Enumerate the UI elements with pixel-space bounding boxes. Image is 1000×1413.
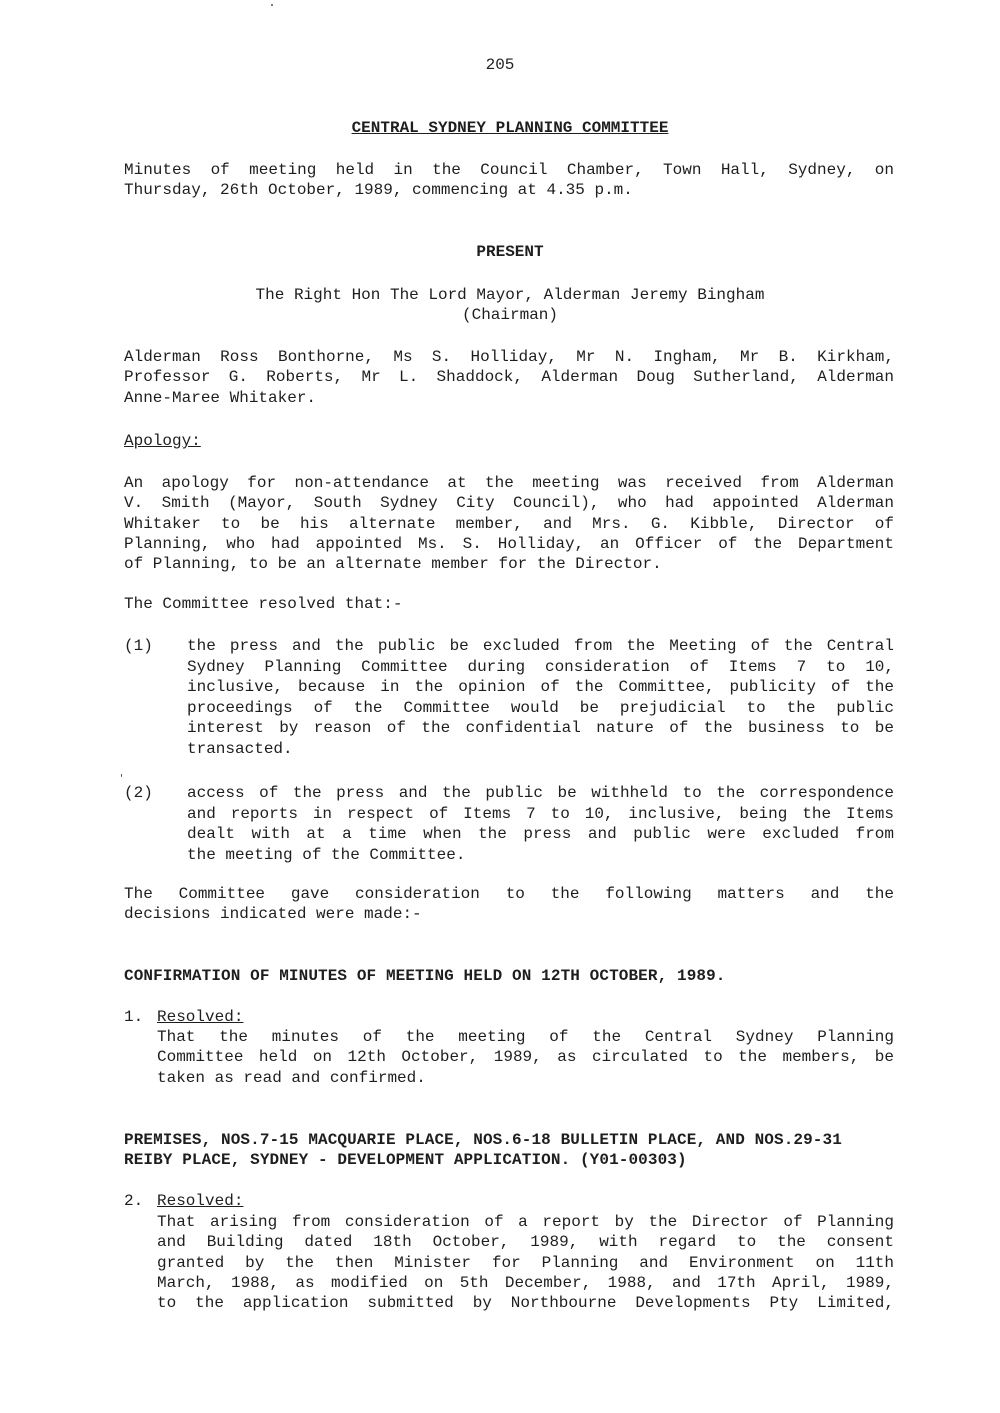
scan-speck	[121, 774, 122, 777]
section-heading: PREMISES, NOS.7-15 MACQUARIE PLACE, NOS.6-18 BULLETIN PLACE, AND NOS.29-31 REIBY PLACE, SYDNEY - DEVELOPMENT APPLICATION. (Y01-00303)	[124, 1131, 842, 1170]
chairman-line: The Right Hon The Lord Mayor, Alderman Jeremy Bingham	[255, 286, 765, 304]
consideration-paragraph: The Committee gave consideration to the following matters and the decisions indicated were made:-	[124, 885, 894, 924]
members-list: Alderman Ross Bonthorne, Ms S. Holliday, Mr N. Ingham, Mr B. Kirkham, Professor G. Roberts, Mr L. Shaddock, Alderman Doug Sutherland, Alderman Anne-Maree Whitaker.	[124, 348, 894, 407]
page-number: 205	[485, 56, 515, 74]
item-number: (2)	[124, 784, 153, 802]
section-paragraph: That the minutes of the meeting of the Central Sydney Planning Committee held on 12th October, 1989, as circulated to the members, be taken as read and confirmed.	[157, 1028, 894, 1087]
apology-paragraph: An apology for non-attendance at the meeting was received from Alderman V. Smith (Mayor, South Sydney City Council), who had appointed Alderman Whitaker to be his alternate member, and Mrs. G. Kibble, Director of Planning, who had appointed Ms. S. Holliday, an Officer of the Department of Planning, to be an alternate member for the Director.	[124, 474, 894, 574]
resolved-label: Resolved:	[157, 1008, 244, 1026]
resolution-item: access of the press and the public be withheld to the correspondence and reports in respect of Items 7 to 10, inclusive, being the Items dealt with at a time when the press and public were excluded from the meeting of the Committee.	[187, 784, 894, 864]
intro-paragraph: Minutes of meeting held in the Council Chamber, Town Hall, Sydney, on Thursday, 26th October, 1989, commencing at 4.35 p.m.	[124, 161, 894, 200]
chairman-title: (Chairman)	[461, 306, 558, 324]
present-heading: PRESENT	[476, 243, 544, 261]
resolved-intro: The Committee resolved that:-	[124, 595, 403, 613]
apology-heading: Apology:	[124, 432, 201, 450]
item-number: (1)	[124, 637, 153, 655]
document-title: CENTRAL SYDNEY PLANNING COMMITTEE	[351, 119, 669, 137]
resolved-label: Resolved:	[157, 1192, 244, 1210]
resolution-item: the press and the public be excluded from the Meeting of the Central Sydney Planning Committee during consideration of Items 7 to 10, inclusive, because in the opinion of the Committee, publicity of the proceedings of the Committee would be prejudicial to the public interest by reason of the confidential nature of the business to be transacted.	[187, 637, 894, 758]
section-number: 2.	[124, 1192, 144, 1210]
scan-speck	[271, 4, 273, 6]
section-heading: CONFIRMATION OF MINUTES OF MEETING HELD ON 12TH OCTOBER, 1989.	[124, 967, 726, 985]
section-number: 1.	[124, 1008, 144, 1026]
section-paragraph: That arising from consideration of a report by the Director of Planning and Building dated 18th October, 1989, with regard to the consent granted by the then Minister for Planning and Environment on 11th March, 1988, as modified on 5th December, 1988, and 17th April, 1989, to the application submitted by Northbourne Developments Pty Limited,	[157, 1213, 894, 1313]
